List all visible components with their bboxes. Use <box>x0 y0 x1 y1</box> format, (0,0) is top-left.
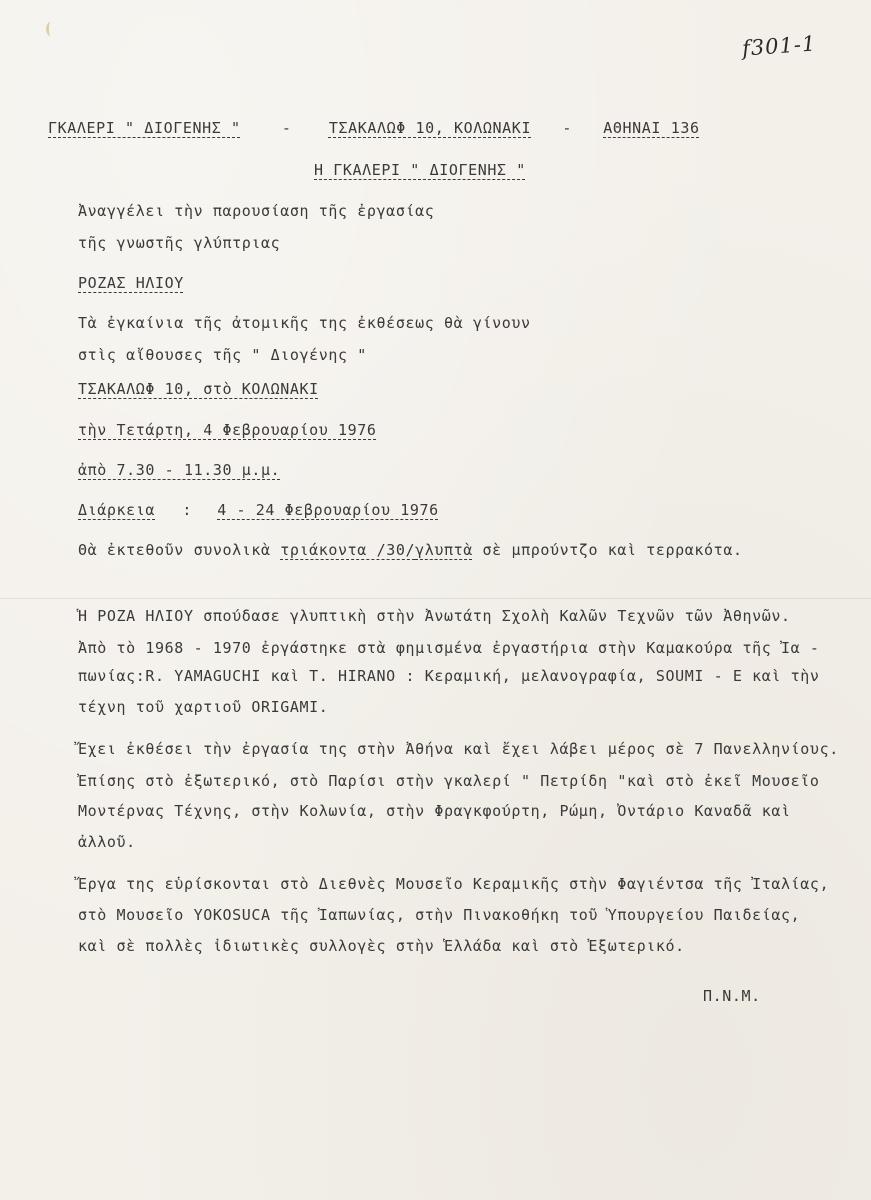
opening-time: ἀπὸ 7.30 - 11.30 μ.μ. <box>78 461 281 479</box>
bio-p2-line: Ἔχει ἐκθέσει τὴν ἐργασία της στὴν Ἀθήνα καὶ ἔχει λάβει μέρος σὲ 7 Πανελληνίους. <box>78 740 839 758</box>
announcement-line-2: τῆς γνωστῆς γλύπτριας <box>78 234 281 252</box>
bio-p1-line: Ἀπὸ τὸ 1968 - 1970 ἐργάστηκε στὰ φημισμένα ἐργαστήρια στὴν Καμακούρα τῆς Ἰα - <box>78 639 820 657</box>
bio-p2-line: Ἐπίσης στὸ ἐξωτερικό, στὸ Παρίσι στὴν γκαλερί " Πετρίδη "καὶ στὸ ἐκεῖ Μουσεῖο <box>78 772 820 790</box>
bio-p1-line: τέχνη τοῦ χαρτιοῦ ORIGAMI. <box>78 698 329 716</box>
exhibition-duration <box>78 500 439 520</box>
duration-dates: 4 - 24 Φεβρουαρίου 1976 <box>217 501 439 519</box>
duration-label: Διάρκεια <box>78 501 156 519</box>
handwritten-reference: f301-1 <box>741 31 818 61</box>
signature-initials: Π.Ν.Μ. <box>703 987 761 1005</box>
bio-p3-line: Ἔργα της εὑρίσκονται στὸ Διεθνὲς Μουσεῖο Κεραμικῆς στὴν Φαγιέντσα τῆς Ἰταλίας, <box>78 875 830 893</box>
artist-name: ΡΟΖΑΣ ΗΛΙΟΥ <box>78 274 184 292</box>
paper-fold-line <box>0 598 871 599</box>
duration-separator: : <box>182 501 192 519</box>
gallery-city: ΑΘΗΝΑΙ 136 <box>603 119 700 137</box>
exhibit-noun: γλυπτὰ <box>415 541 473 559</box>
venue-address: ΤΣΑΚΑΛΩΦ 10, στὸ ΚΟΛΩΝΑΚΙ <box>78 380 319 398</box>
header-dash: - <box>562 119 572 137</box>
opening-date: τὴν Τετάρτη, 4 Φεβρουαρίου 1976 <box>78 421 377 439</box>
gallery-address: ΤΣΑΚΑΛΩΦ 10, ΚΟΛΩΝΑΚΙ <box>328 119 532 137</box>
bio-p3-line: στὸ Μουσεῖο YOKOSUCA τῆς Ἰαπωνίας, στὴν Πινακοθήκη τοῦ Ὑπουργείου Παιδείας, <box>78 906 801 924</box>
exhibit-materials: σὲ μπρούντζο καὶ τερρακότα. <box>482 541 743 559</box>
bio-p3-line: καὶ σὲ πολλὲς ἰδιωτικὲς συλλογὲς στὴν Ἑλλάδα καὶ στὸ Ἐξωτερικό. <box>78 937 685 955</box>
announcement-line-4: στὶς αἴθουσες τῆς " Διογένης " <box>78 346 367 364</box>
bio-p1-line: Ἡ ΡΟΖΑ ΗΛΙΟΥ σπούδασε γλυπτικὴ στὴν Ἀνωτάτη Σχολὴ Καλῶν Τεχνῶν τῶν Ἀθηνῶν. <box>78 607 791 625</box>
gallery-name: ΓΚΑΛΕΡΙ " ΔΙΟΓΕΝΗΣ " <box>48 119 241 137</box>
paper-stain <box>46 22 55 36</box>
letterhead <box>48 118 700 138</box>
bio-p2-line: Μοντέρνας Τέχνης, στὴν Κολωνία, στὴν Φραγκφούρτη, Ρώμη, Ὀντάριο Καναδᾶ καὶ <box>78 802 791 820</box>
header-dash: - <box>281 119 292 137</box>
page-title: Η ΓΚΑΛΕΡΙ " ΔΙΟΓΕΝΗΣ " <box>314 161 526 179</box>
bio-p1-line: πωνίας:R. YAMAGUCHI καὶ T. HIRANO : Κεραμική, μελανογραφία, SOUMI - E καὶ τὴν <box>78 667 820 685</box>
exhibit-intro: Θὰ ἐκτεθοῦν συνολικὰ <box>78 541 271 559</box>
announcement-line-3: Τὰ ἐγκαίνια τῆς ἀτομικῆς της ἐκθέσεως θὰ γίνουν <box>78 314 531 332</box>
exhibit-count: τριάκοντα /30/ <box>280 541 416 559</box>
announcement-line-1: Ἀναγγέλει τὴν παρουσίαση τῆς ἐργασίας <box>78 202 435 220</box>
exhibit-summary <box>78 540 743 560</box>
bio-p2-line: ἀλλοῦ. <box>78 833 136 851</box>
